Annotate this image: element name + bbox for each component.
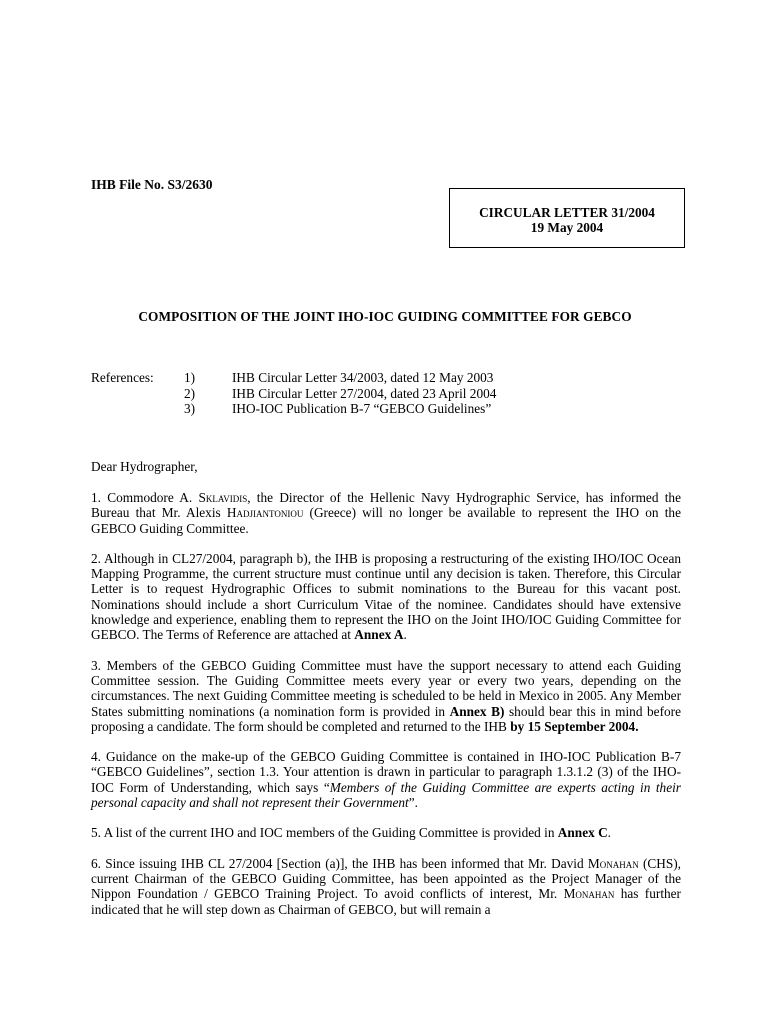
paragraph-1: [91, 490, 681, 536]
reference-number: 1): [184, 370, 196, 385]
text-span: (Greece) will no longer be available to represent the IHO on the GEBCO Guiding Committee.: [91, 505, 681, 536]
text-span: has further indicated that he will step down as Chairman of GEBCO, but will remain a: [91, 886, 681, 917]
text-span: 2. Although in CL27/2004, paragraph b), the IHB is proposing a restructuring of the existing IHO/IOC Ocean Mapping Programme, the current structure must continue until any decision is taken. Therefore, this Circular Letter is to request Hydrographic Offices to submit nominations to the Bureau for this vacant post. Nominations should include a short Curriculum Vitae of the nominee. Candidates should have extensive knowledge and experience, enabling them to represent the IHO on the Joint IHO/IOC Guiding Committee for GEBCO. The Terms of Reference are attached at: [91, 550, 681, 643]
circular-letter-date: 19 May 2004: [530, 220, 604, 235]
paragraph-2: [91, 551, 681, 643]
reference-row: [91, 386, 691, 402]
person-name: Monahan: [587, 855, 639, 871]
salutation: Dear Hydrographer,: [91, 459, 198, 474]
paragraph-5: [91, 825, 681, 840]
paragraph-6: [91, 856, 681, 917]
text-span: .: [403, 627, 407, 643]
reference-text: IHB Circular Letter 34/2003, dated 12 May 2003: [232, 370, 494, 385]
text-span: , the Director of the Hellenic Navy Hydrographic Service, has informed the Bureau that Mr. Alexis: [91, 490, 681, 521]
text-span: (CHS), current Chairman of the GEBCO Guiding Committee, has been appointed as the Project Manager of the Nippon Foundation / GEBCO Training Project. To avoid conflicts of interest, Mr.: [91, 855, 681, 902]
quotation: Members of the Guiding Committee are experts acting in their personal capacity and shall not represent their Government: [91, 779, 681, 811]
letter-body: [91, 490, 681, 932]
text-span: should bear this in mind before proposing a candidate. The form should be completed and returned to the IHB: [91, 703, 681, 734]
reference-text: IHO-IOC Publication B-7 “GEBCO Guidelines”: [232, 401, 492, 417]
text-span: 1. Commodore A.: [91, 490, 199, 505]
person-name: Hadjiantoniou: [226, 505, 304, 521]
reference-row: [91, 401, 691, 417]
text-span: 6. Since issuing IHB CL 27/2004 [Section (a)], the IHB has been informed that Mr. David: [91, 855, 588, 871]
person-name: Monahan: [563, 886, 615, 902]
text-span: 5. A list of the current IHO and IOC members of the Guiding Committee is provided in: [91, 825, 558, 841]
circular-letter-number: CIRCULAR LETTER 31/2004: [479, 205, 655, 220]
document-title: COMPOSITION OF THE JOINT IHO-IOC GUIDING COMMITTEE FOR GEBCO: [138, 309, 632, 324]
text-span: ”.: [408, 795, 418, 811]
person-name: Sklavidis: [198, 490, 248, 505]
reference-text: IHB Circular Letter 27/2004, dated 23 April 2004: [232, 385, 497, 401]
annex-reference: Annex C: [557, 825, 608, 841]
reference-number: 3): [184, 401, 196, 417]
reference-number: 2): [184, 385, 196, 401]
references-block: [91, 370, 691, 417]
annex-reference: Annex B): [449, 703, 505, 719]
paragraph-3: [91, 658, 681, 734]
annex-reference: Annex A: [354, 627, 404, 643]
text-span: 4. Guidance on the make-up of the GEBCO Guiding Committee is contained in IHO-IOC Publication B-7 “GEBCO Guidelines”, section 1.3. Your attention is drawn in particular to paragraph 1.3.1.2 (3) of the IHO-IOC Form of Understanding, which says “: [91, 749, 681, 795]
paragraph-4: [91, 749, 681, 810]
file-number: IHB File No. S3/2630: [91, 177, 213, 192]
deadline: by 15 September 2004.: [510, 718, 639, 734]
text-span: 3. Members of the GEBCO Guiding Committee must have the support necessary to attend each Guiding Committee session. The Guiding Committee meets every year or every two years, depending on the circumstances. The next Guiding Committee meeting is scheduled to be held in Mexico in 2005. Any Member States submitting nominations (a nomination form is provided in: [91, 657, 681, 719]
text-span: .: [607, 825, 611, 841]
reference-row: [91, 370, 691, 386]
references-label: References:: [91, 370, 154, 385]
circular-letter-box: [449, 188, 685, 248]
